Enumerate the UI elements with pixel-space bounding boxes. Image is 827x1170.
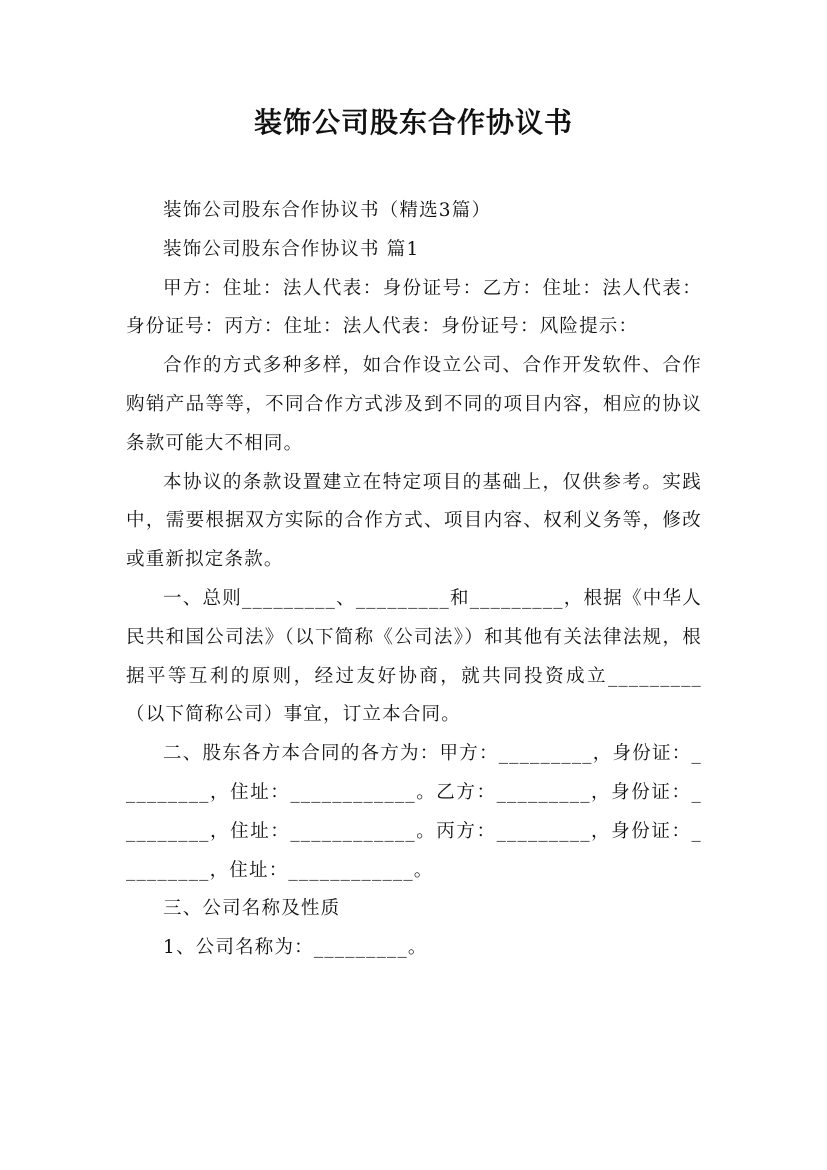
paragraph-reference-note: 本协议的条款设置建立在特定项目的基础上，仅供参考。实践中，需要根据双方实际的合作方式、项目内容、权利义务等，修改或重新拟定条款。 [126, 471, 702, 571]
document-body [126, 192, 702, 968]
paragraph-section-heading: 装饰公司股东合作协议书 篇1 [163, 238, 420, 260]
document-title: 装饰公司股东合作协议书 [253, 106, 573, 139]
paragraph-shareholders: 二、股东各方本合同的各方为：甲方：_________，身份证：_________，住址：____________。乙方：_________，身份证：_________，住址：____________。丙方：_________，身份证：_________，住址：____________。 [126, 743, 702, 881]
paragraph-parties: 甲方：住址：法人代表：身份证号：乙方：住址：法人代表：身份证号：丙方：住址：法人代表：身份证号：风险提示： [126, 277, 702, 338]
paragraph-subtitle: 装饰公司股东合作协议书（精选3篇） [163, 200, 492, 221]
paragraph-general-provisions: 一、总则_________、_________和_________，根据《中华人民共和国公司法》（以下简称《公司法》）和其他有关法律法规，根据平等互利的原则，经过友好协商，就共同投资成立_________（以下简称公司）事宜，订立本合同。 [126, 587, 702, 726]
paragraph-risk-note: 合作的方式多种多样，如合作设立公司、合作开发软件、合作购销产品等等，不同合作方式涉及到不同的项目内容，相应的协议条款可能大不相同。 [126, 355, 702, 454]
paragraph-company-name: 1、公司名称为：_________。 [163, 937, 428, 959]
paragraph-company-name-heading: 三、公司名称及性质 [163, 898, 341, 920]
